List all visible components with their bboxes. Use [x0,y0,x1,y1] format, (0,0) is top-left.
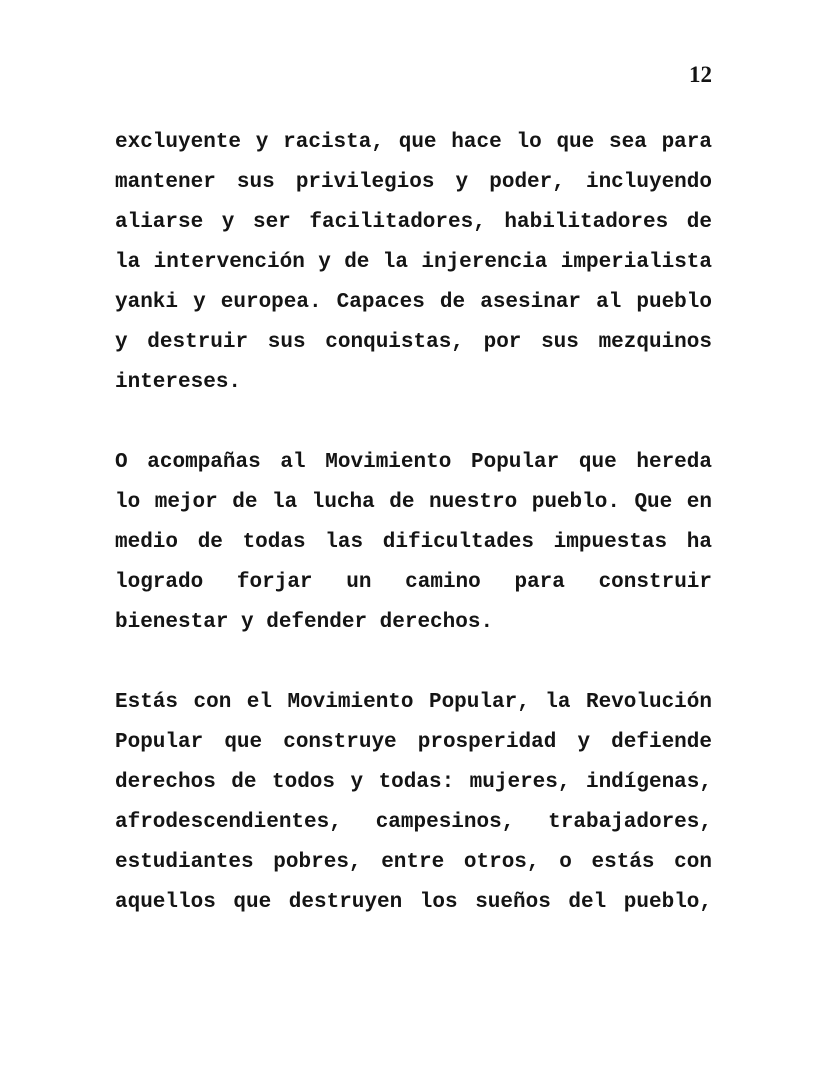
text-line: logrado forjar un camino para construir [115,571,712,594]
text-line: Estás con el Movimiento Popular, la Revolución [115,691,712,714]
text-line: estudiantes pobres, entre otros, o estás con [115,851,712,874]
page-number: 12 [689,62,712,87]
text-line: la intervención y de la injerencia imperialista [115,251,712,274]
text-line: medio de todas las dificultades impuestas ha [115,531,712,554]
paragraph-1 [115,123,712,403]
text-line: lo mejor de la lucha de nuestro pueblo. Que en [115,491,712,514]
text-line: yanki y europea. Capaces de asesinar al pueblo [115,291,712,314]
text-line: bienestar y defender derechos. [115,611,494,634]
paragraph-3 [115,683,712,923]
text-line: intereses. [115,371,242,394]
text-line: aquellos que destruyen los sueños del pueblo, [115,891,712,914]
text-line: mantener sus privilegios y poder, incluyendo [115,171,712,194]
document-body [115,123,712,963]
text-line: O acompañas al Movimiento Popular que hereda [115,451,712,474]
text-line: afrodescendientes, campesinos, trabajadores, [115,811,712,834]
text-line: Popular que construye prosperidad y defiende [115,731,712,754]
text-line: aliarse y ser facilitadores, habilitadores de [115,211,712,234]
text-line: excluyente y racista, que hace lo que sea para [115,131,712,154]
paragraph-2 [115,443,712,643]
text-line: y destruir sus conquistas, por sus mezquinos [115,331,712,354]
text-line: derechos de todos y todas: mujeres, indígenas, [115,771,712,794]
